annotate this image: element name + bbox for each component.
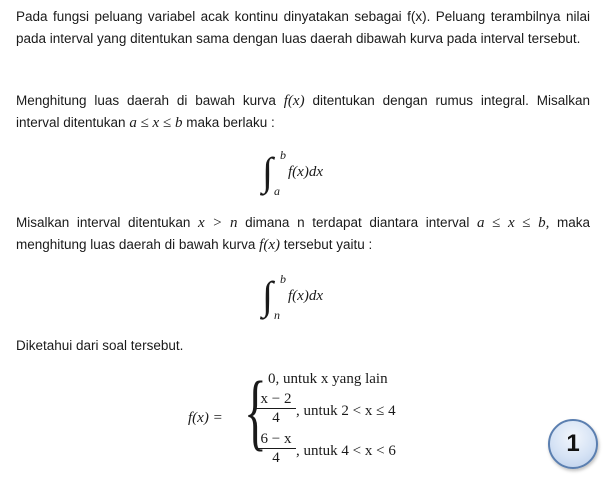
paragraph-intro: Pada fungsi peluang variabel acak kontinu dinyatakan sebagai f(x). Peluang terambilnya nilai pada interval yang ditentukan sama dengan luas daerah dibawah kurva pada interval tersebut. (16, 9, 590, 46)
integral-body: f(x)dx (288, 288, 323, 304)
math-fx: f(x) (283, 93, 305, 109)
text: Misalkan interval ditentukan (16, 215, 198, 230)
math-x-gt-n: x > n (197, 215, 238, 231)
integral-sign: ∫ (262, 273, 273, 318)
integral-sign: ∫ (262, 149, 273, 194)
integral-lower-limit: a (274, 184, 280, 198)
numerator: 6 − x (256, 430, 296, 449)
paragraph-interval-n (16, 212, 590, 256)
integral-lower-limit: n (274, 308, 280, 322)
paragraph-integral-rule (16, 90, 590, 134)
integral-a-to-b (262, 148, 352, 200)
text: maka berlaku : (182, 115, 275, 130)
fraction-x-minus-2 (256, 390, 296, 427)
integral-upper-limit: b (280, 272, 286, 286)
numerator: x − 2 (256, 390, 296, 409)
case-4-to-6-condition: , untuk 4 < x < 6 (296, 443, 396, 459)
integral-n-to-b (262, 272, 352, 324)
text: tersebut yaitu : (280, 237, 373, 252)
integral-body: f(x)dx (288, 164, 323, 180)
step-number-badge: 1 (548, 419, 598, 469)
integral-upper-limit: b (280, 148, 286, 162)
case-otherwise: 0, untuk x yang lain (268, 371, 388, 387)
left-brace: { (244, 363, 267, 459)
text: Menghitung luas daerah di bawah kurva (16, 93, 284, 108)
math-interval: a ≤ x ≤ b (129, 115, 183, 131)
text: dimana n terdapat diantara interval (237, 215, 477, 230)
math-interval: a ≤ x ≤ b, (476, 215, 550, 231)
denominator: 4 (272, 410, 280, 426)
piecewise-function (188, 363, 448, 473)
case-2-to-4-condition: , untuk 2 < x ≤ 4 (296, 403, 396, 419)
fraction-6-minus-x (256, 430, 296, 467)
text: ditentukan dengan rumus integral. Misalkan interval ditentukan (16, 93, 590, 130)
paragraph-given: Diketahui dari soal tersebut. (16, 338, 184, 353)
text: maka menghitung luas daerah di bawah kurva (16, 215, 591, 252)
math-fx: f(x) (259, 237, 280, 253)
denominator: 4 (272, 450, 280, 466)
function-lhs: f(x) = (188, 410, 223, 426)
